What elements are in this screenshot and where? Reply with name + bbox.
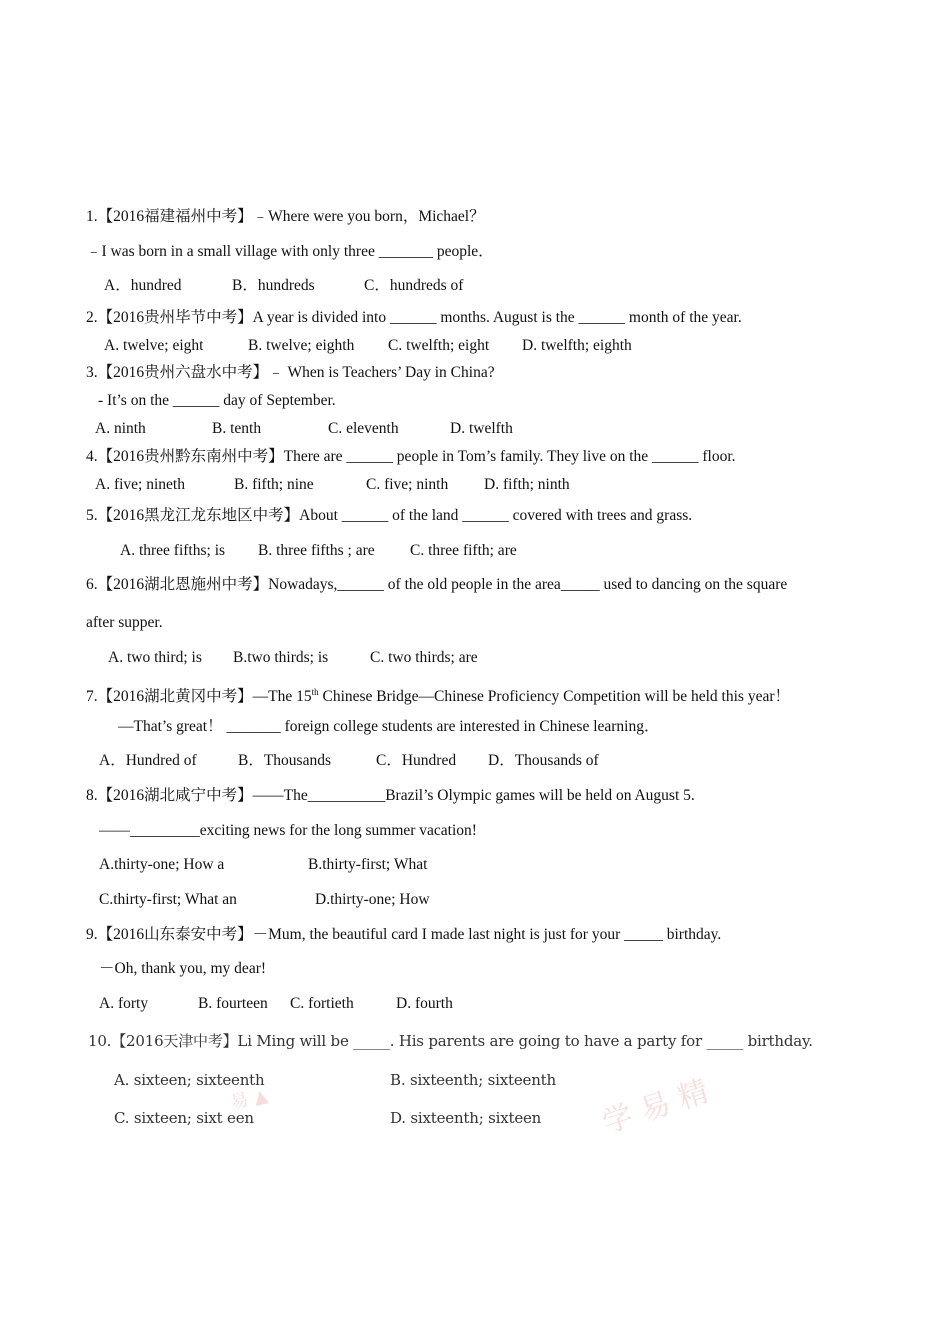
question-1-stem: 1.【2016福建福州中考】﹣Where were you born，Michael？ (86, 208, 485, 225)
option: B.thirty-first; What (308, 856, 428, 873)
option: C. two thirds; are (370, 649, 478, 666)
watermark: 易 ▲ (228, 1085, 270, 1114)
option: A. three fifths; is (120, 542, 226, 559)
question-7-sub: —That’s great！ _______ foreign college students are interested in Chinese learning． (118, 718, 660, 735)
option: C. five; ninth (366, 476, 449, 493)
question-3-sub: - It’s on the ______ day of September. (98, 392, 336, 409)
option: B. twelve; eighth (248, 337, 355, 354)
option: C. eleventh (328, 420, 399, 437)
option: B．hundreds (232, 277, 315, 294)
option: A. twelve; eight (104, 337, 204, 354)
option: B. fifth; nine (234, 476, 314, 493)
option: B. tenth (212, 420, 262, 437)
option: C．hundreds of (364, 277, 464, 294)
question-5-stem: 5.【2016黑龙江龙东地区中考】About ______ of the land ______ covered with trees and grass. (86, 507, 693, 524)
option: A. sixteen; sixteenth (114, 1071, 265, 1089)
option: B. three fifths ; are (258, 542, 375, 559)
question-7-stem-ordinal: th (311, 687, 319, 697)
option: D．Thousands of (488, 752, 599, 769)
question-4-stem: 4.【2016贵州黔东南州中考】There are ______ people in Tom’s family. They live on the ______ floor. (86, 448, 736, 465)
option: A．hundred (104, 277, 182, 294)
question-6-sub: after supper. (86, 614, 163, 631)
question-9-stem: 9.【2016山东泰安中考】－Mum, the beautiful card I made last night is just for your _____ birthday. (86, 926, 722, 943)
option: D.thirty-one; How (315, 891, 430, 908)
option: D. twelfth (450, 420, 513, 437)
option: C.thirty-first; What an (99, 891, 237, 908)
option: B. sixteenth; sixteenth (390, 1071, 556, 1089)
option: C. three fifth; are (410, 542, 517, 559)
option: C．Hundred (376, 752, 457, 769)
option: A.thirty-one; How a (99, 856, 225, 873)
question-1-sub: ﹣I was born in a small village with only three _______ people． (86, 243, 494, 260)
option: D. twelfth; eighth (522, 337, 632, 354)
question-3-stem: 3.【2016贵州六盘水中考】﹣ When is Teachers’ Day in China? (86, 364, 495, 381)
option: B. fourteen (198, 995, 268, 1012)
question-2-stem: 2.【2016贵州毕节中考】A year is divided into ______ months. August is the ______ month of the year. (86, 309, 742, 326)
question-8-stem: 8.【2016湖北咸宁中考】——The__________Brazil’s Olympic games will be held on August 5. (86, 787, 695, 804)
option: C. fortieth (290, 995, 354, 1012)
option: C. sixteen; sixt een (114, 1109, 254, 1127)
question-7-stem-start: 7.【2016湖北黄冈中考】—The 15 (86, 688, 312, 706)
question-10-stem: 10.【2016天津中考】Li Ming will be _____. His parents are going to have a party for _____ birthday. (88, 1032, 813, 1050)
option: A. five; nineth (95, 476, 185, 493)
option: C. twelfth; eight (388, 337, 490, 354)
question-7-stem (86, 682, 790, 707)
option: D. sixteenth; sixteen (390, 1109, 542, 1127)
watermark: 学 易 精 (598, 1073, 713, 1141)
option: B.two thirds; is (233, 649, 329, 666)
option: B．Thousands (238, 752, 332, 769)
option: D. fourth (396, 995, 453, 1012)
question-7-stem-end: Chinese Bridge—Chinese Proficiency Competition will be held this year！ (318, 688, 790, 706)
option: A．Hundred of (99, 752, 197, 769)
option: A. two third; is (108, 649, 202, 666)
option: A. ninth (95, 420, 146, 437)
option: A. forty (99, 995, 149, 1012)
question-9-sub: －Oh, thank you, my dear! (99, 960, 267, 977)
question-6-stem: 6.【2016湖北恩施州中考】Nowadays,______ of the old people in the area_____ used to dancing on the square (86, 576, 788, 593)
question-8-sub: ——_________exciting news for the long summer vacation! (99, 822, 477, 839)
option: D. fifth; ninth (484, 476, 570, 493)
